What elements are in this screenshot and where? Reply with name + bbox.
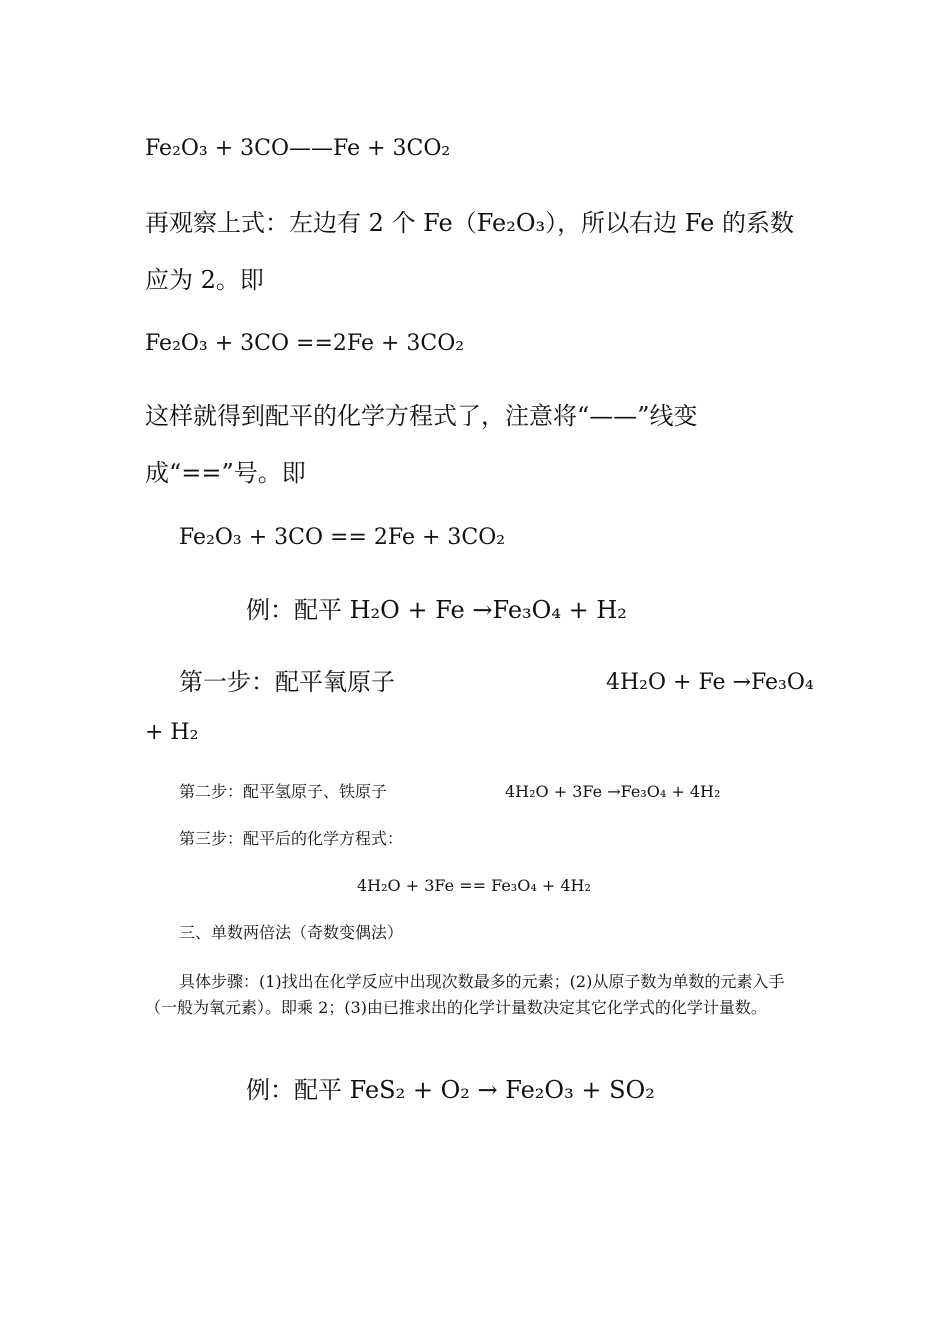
example-1: 例：配平 H₂O + Fe →Fe₃O₄ + H₂ <box>246 596 627 624</box>
equation-2: Fe₂O₃ + 3CO ==2Fe + 3CO₂ <box>145 331 465 356</box>
section-3-title: 三、单数两倍法（奇数变偶法） <box>179 923 404 942</box>
step-2-label: 第二步：配平氢原子、铁原子 <box>179 782 388 801</box>
paragraph-1: 再观察上式：左边有 2 个 Fe（Fe₂O₃），所以右边 Fe 的系数应为 2。即 <box>145 209 794 294</box>
step-1-equation: 4H₂O + Fe →Fe₃O₄ <box>606 670 814 695</box>
step-2-equation: 4H₂O + 3Fe →Fe₃O₄ + 4H₂ <box>505 782 721 801</box>
step-3-label: 第三步：配平后的化学方程式： <box>179 829 404 848</box>
step-1-label: 第一步：配平氧原子 <box>179 668 395 696</box>
example-2: 例：配平 FeS₂ + O₂ → Fe₂O₃ + SO₂ <box>246 1076 655 1104</box>
step-3-equation: 4H₂O + 3Fe == Fe₃O₄ + 4H₂ <box>357 876 591 895</box>
section-3-paragraph: 具体步骤：(1)找出在化学反应中出现次数最多的元素；(2)从原子数为单数的元素入手（一般为氧元素）。即乘 2；(3)由已推求出的化学计量数决定其它化学式的化学计量数。 <box>145 972 785 1017</box>
paragraph-2: 这样就得到配平的化学方程式了，注意将“——”线变成“==”号。即 <box>145 402 698 487</box>
equation-1: Fe₂O₃ + 3CO——Fe + 3CO₂ <box>145 136 451 161</box>
equation-3: Fe₂O₃ + 3CO == 2Fe + 3CO₂ <box>179 525 506 550</box>
step-1-equation-continued: + H₂ <box>145 720 199 745</box>
